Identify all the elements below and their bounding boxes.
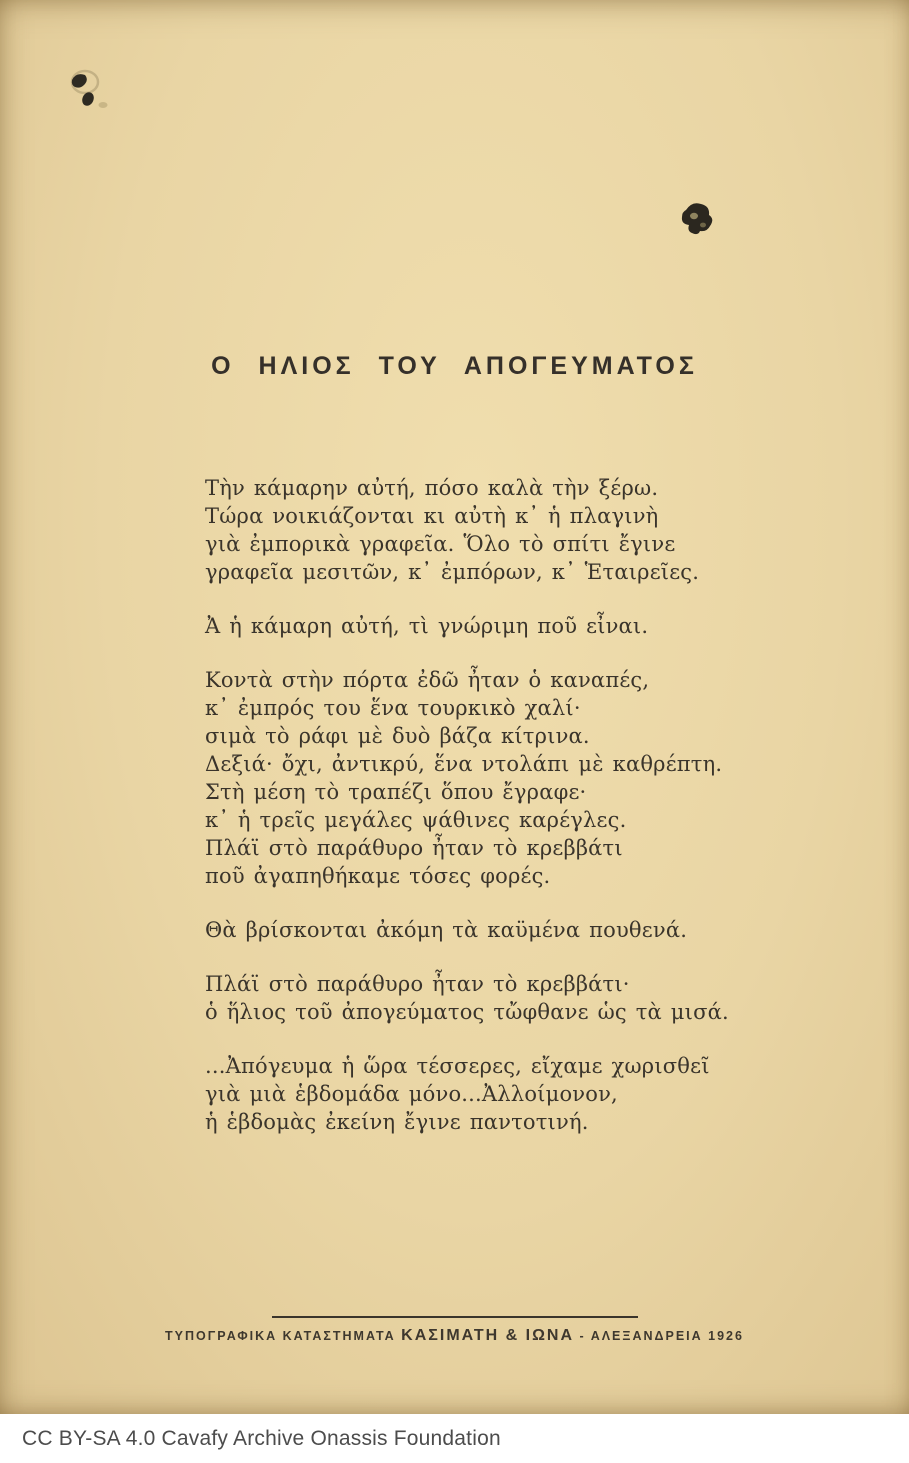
ink-stain-right-icon — [672, 192, 724, 248]
imprint-rule — [272, 1316, 638, 1318]
poem-line: Ἀ ἡ κάμαρη αὐτή, τὶ γνώριμη ποῦ εἶναι. — [205, 614, 649, 638]
poem-line: Πλάϊ στὸ παράθυρο ἦταν τὸ κρεββάτι — [205, 836, 623, 860]
poem-line: ὁ ἥλιος τοῦ ἀπογεύματος τὤφθανε ὡς τὰ μισά. — [205, 1000, 729, 1024]
stanza-5 — [205, 970, 765, 1026]
poem-line: Πλάϊ στὸ παράθυρο ἦταν τὸ κρεββάτι· — [205, 972, 630, 996]
poem-line: ἡ ἑβδομὰς ἐκείνη ἔγινε παντοτινή. — [205, 1110, 589, 1134]
stanza-2 — [205, 612, 765, 640]
poem-line: ποῦ ἀγαπηθήκαμε τόσες φορές. — [205, 864, 551, 888]
attribution-bar — [0, 1414, 909, 1463]
poem-line: κ᾽ ἡ τρεῖς μεγάλες ψάθινες καρέγλες. — [205, 808, 627, 832]
poem-line: Θὰ βρίσκονται ἀκόμη τὰ καϋμένα πουθενά. — [205, 918, 688, 942]
stanza-4 — [205, 916, 765, 944]
stanza-3 — [205, 666, 765, 890]
poem-line: Στὴ μέση τὸ τραπέζι ὅπου ἔγραφε· — [205, 780, 587, 804]
imprint-prefix: ΤΥΠΟΓΡΑΦΙΚΑ ΚΑΤΑΣΤΗΜΑΤΑ — [165, 1329, 402, 1343]
poem-title: Ο ΗΛΙΟΣ ΤΟΥ ΑΠΟΓΕΥΜΑΤΟΣ — [211, 352, 698, 380]
ink-stain-top-left-icon — [55, 58, 125, 128]
imprint-name: ΚΑΣΙΜΑΤΗ & ΙΩΝΑ — [401, 1327, 575, 1344]
attribution-text: CC BY-SA 4.0 Cavafy Archive Onassis Foundation — [22, 1426, 501, 1450]
imprint-text — [0, 1327, 909, 1345]
stanza-1 — [205, 474, 765, 586]
poem-line: ...Ἀπόγευμα ἡ ὥρα τέσσερες, εἴχαμε χωρισθεῖ — [205, 1054, 710, 1078]
poem-line: Δεξιά· ὄχι, ἀντικρύ, ἕνα ντολάπι μὲ καθρέπτη. — [205, 752, 723, 776]
poem-line: Τώρα νοικιάζονται κι αὐτὴ κ᾽ ἡ πλαγινὴ — [205, 504, 659, 528]
poem-line: σιμὰ τὸ ράφι μὲ δυὸ βάζα κίτρινα. — [205, 724, 590, 748]
poem-line: Κοντὰ στὴν πόρτα ἐδῶ ἦταν ὁ καναπές, — [205, 668, 650, 692]
stanza-6 — [205, 1052, 765, 1136]
poem-line: γιὰ μιὰ ἑβδομάδα μόνο...Ἀλλοίμονον, — [205, 1082, 618, 1106]
poem-line: γιὰ ἐμπορικὰ γραφεῖα. Ὅλο τὸ σπίτι ἔγινε — [205, 532, 676, 556]
printer-imprint — [0, 1316, 909, 1345]
poem-line: Τὴν κάμαρην αὐτή, πόσο καλὰ τὴν ξέρω. — [205, 476, 659, 500]
imprint-suffix: - ΑΛΕΞΑΝΔΡΕΙΑ 1926 — [574, 1329, 744, 1343]
poem-body — [205, 474, 765, 1162]
poem-line: κ᾽ ἐμπρός του ἕνα τουρκικὸ χαλί· — [205, 696, 581, 720]
poem-line: γραφεῖα μεσιτῶν, κ᾽ ἐμπόρων, κ᾽ Ἑταιρεῖες. — [205, 560, 700, 584]
